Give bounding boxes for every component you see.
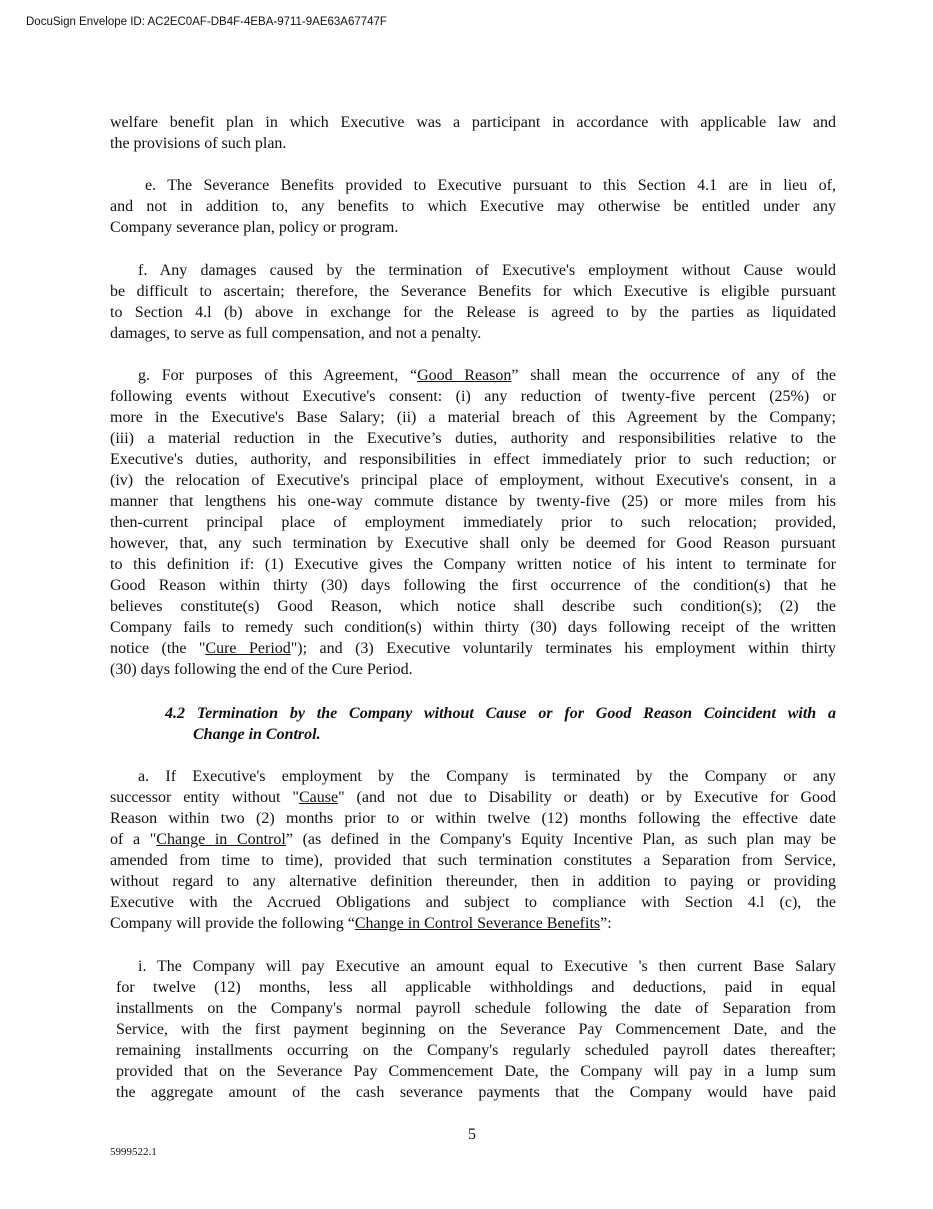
text-line: Company will provide the following “Change in Control Severance Benefits”: bbox=[110, 915, 612, 932]
paragraph-d-continuation bbox=[110, 112, 836, 154]
text-line: then-current principal place of employment immediately prior to such relocation; provided, bbox=[110, 514, 836, 531]
text-line: without regard to any alternative definition thereunder, then in addition to paying or providing bbox=[110, 873, 836, 890]
paragraph-a bbox=[110, 766, 836, 934]
text-line: i. The Company will pay Executive an amount equal to Executive 's then current Base Salary bbox=[138, 958, 836, 975]
text-line: and not in addition to, any benefits to which Executive may otherwise be entitled under any bbox=[110, 198, 836, 215]
defined-term-cause: Cause bbox=[298, 789, 339, 806]
text-line: Company fails to remedy such condition(s) within thirty (30) days following receipt of the written bbox=[110, 619, 836, 636]
defined-term-change-in-control-severance-benefits: Change in Control Severance Benefits bbox=[354, 915, 601, 932]
text-line: Service, with the first payment beginning on the Severance Pay Commencement Date, and the bbox=[116, 1021, 836, 1038]
text-line: e. The Severance Benefits provided to Executive pursuant to this Section 4.1 are in lieu of, bbox=[145, 177, 836, 194]
text-line: more in the Executive's Base Salary; (ii) a material breach of this Agreement by the Company; bbox=[110, 409, 836, 426]
text-line: Good Reason within thirty (30) days following the first occurrence of the condition(s) that he bbox=[110, 577, 836, 594]
section-heading-4-2 bbox=[165, 703, 836, 745]
text-line: welfare benefit plan in which Executive was a participant in accordance with applicable law and bbox=[110, 114, 836, 131]
text-line: (30) days following the end of the Cure Period. bbox=[110, 661, 413, 678]
text-line: notice (the "Cure Period"); and (3) Executive voluntarily terminates his employment within thirty bbox=[110, 640, 837, 657]
text-line: amended from time to time), provided that such termination constitutes a Separation from Service, bbox=[110, 852, 836, 869]
text-line: g. For purposes of this Agreement, “Good Reason” shall mean the occurrence of any of the bbox=[138, 367, 837, 384]
heading-line: 4.2 Termination by the Company without Cause or for Good Reason Coincident with a bbox=[165, 705, 836, 722]
text-line: installments on the Company's normal payroll schedule following the date of Separation from bbox=[116, 1000, 836, 1017]
text-line: successor entity without "Cause" (and not due to Disability or death) or by Executive for Good bbox=[110, 789, 837, 806]
text-line: of a "Change in Control” (as defined in the Company's Equity Incentive Plan, as such plan may be bbox=[110, 831, 836, 848]
text-line: be difficult to ascertain; therefore, the Severance Benefits for which Executive is eligible pursuant bbox=[110, 283, 836, 300]
text-line: (iv) the relocation of Executive's principal place of employment, without Executive's consent, in a bbox=[110, 472, 836, 489]
text-line: provided that on the Severance Pay Commencement Date, the Company will pay in a lump sum bbox=[116, 1063, 836, 1080]
text-line: remaining installments occurring on the Company's regularly scheduled payroll dates thereafter; bbox=[116, 1042, 836, 1059]
text-line: the aggregate amount of the cash severance payments that the Company would have paid bbox=[116, 1084, 836, 1101]
document-number: 5999522.1 bbox=[110, 1146, 157, 1158]
text-line: (iii) a material reduction in the Executive’s duties, authority and responsibilities relative to the bbox=[110, 430, 836, 447]
docusign-envelope-id: DocuSign Envelope ID: AC2EC0AF-DB4F-4EBA-9711-9AE63A67747F bbox=[26, 16, 387, 28]
defined-term-good-reason: Good Reason bbox=[417, 367, 512, 384]
text-line: damages, to serve as full compensation, and not a penalty. bbox=[110, 325, 482, 342]
text-line: Reason within two (2) months prior to or within twelve (12) months following the effective date bbox=[110, 810, 836, 827]
text-line: to this definition if: (1) Executive gives the Company written notice of his intent to terminate for bbox=[110, 556, 836, 573]
text-line: Company severance plan, policy or program. bbox=[110, 219, 399, 236]
page-number: 5 bbox=[468, 1126, 476, 1143]
text-line: f. Any damages caused by the termination of Executive's employment without Cause would bbox=[138, 262, 836, 279]
paragraph-f bbox=[110, 260, 836, 344]
text-line: for twelve (12) months, less all applicable withholdings and deductions, paid in equal bbox=[116, 979, 836, 996]
text-line: to Section 4.l (b) above in exchange for the Release is agreed to by the parties as liquidated bbox=[110, 304, 836, 321]
text-line: following events without Executive's consent: (i) any reduction of twenty-five percent (25%) or bbox=[110, 388, 836, 405]
text-line: manner that lengthens his one-way commute distance by twenty-five (25) or more miles from his bbox=[110, 493, 836, 510]
defined-term-change-in-control: Change in Control bbox=[156, 831, 286, 848]
text-line: a. If Executive's employment by the Company is terminated by the Company or any bbox=[138, 768, 836, 785]
text-line: however, that, any such termination by Executive shall only be deemed for Good Reason pursuant bbox=[110, 535, 836, 552]
heading-line: Change in Control. bbox=[193, 726, 321, 743]
paragraph-i bbox=[116, 956, 836, 1103]
paragraph-e bbox=[110, 175, 836, 238]
text-line: Executive with the Accrued Obligations and subject to compliance with Section 4.l (c), the bbox=[110, 894, 836, 911]
text-line: Executive's duties, authority, and responsibilities in effect immediately prior to such reduction; or bbox=[110, 451, 836, 468]
text-line: the provisions of such plan. bbox=[110, 135, 287, 152]
text-line: believes constitute(s) Good Reason, which notice shall describe such condition(s); (2) the bbox=[110, 598, 836, 615]
defined-term-cure-period: Cure Period bbox=[205, 640, 291, 657]
paragraph-g bbox=[110, 365, 836, 680]
